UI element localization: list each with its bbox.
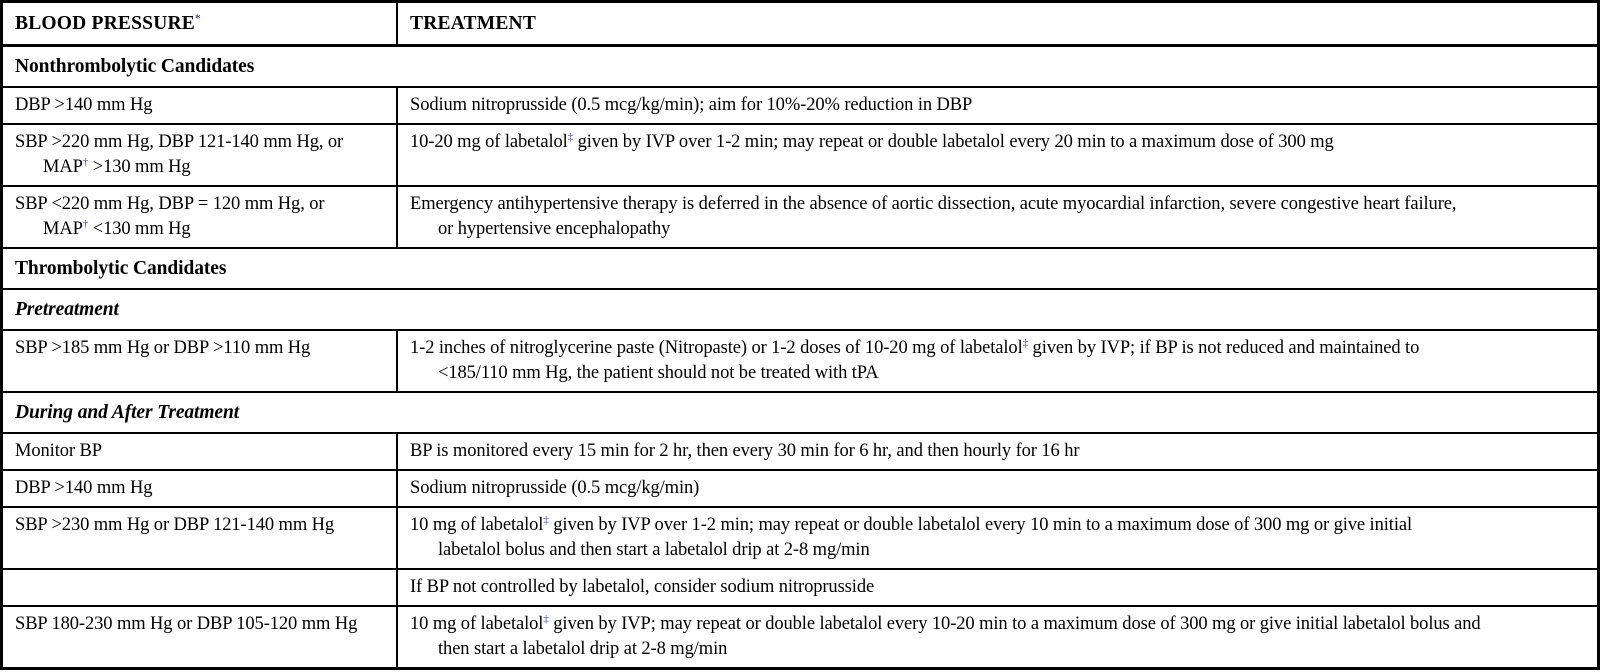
table-row [3, 508, 1597, 570]
treatment-cell [396, 570, 1597, 605]
treatment-cell [396, 434, 1597, 469]
treatment-cell-line: Emergency antihypertensive therapy is deferred in the absence of aortic dissection, acute myocardial infarction, severe congestive heart failure, [410, 194, 1457, 214]
treatment-cell-line: BP is monitored every 15 min for 2 hr, then every 30 min for 6 hr, and then hourly for 16 hr [410, 441, 1080, 461]
bp-cell [3, 187, 396, 247]
treatment-cell [396, 125, 1597, 185]
treatment-cell [396, 607, 1597, 667]
bp-cell-line: MAP† >130 mm Hg [43, 155, 191, 177]
header-row [3, 3, 1597, 47]
bp-cell-line: SBP >185 mm Hg or DBP >110 mm Hg [15, 338, 311, 358]
footnote-mark: ‡ [1022, 336, 1029, 349]
treatment-cell-line: 1-2 inches of nitroglycerine paste (Nitropaste) or 1-2 doses of 10-20 mg of labetalol‡ given by IVP; if BP is not reduced and maintained to [410, 336, 1420, 358]
bp-cell [3, 570, 396, 605]
treatment-cell-line: then start a labetalol drip at 2-8 mg/min [438, 639, 728, 659]
treatment-cell-line: 10-20 mg of labetalol‡ given by IVP over 1-2 min; may repeat or double labetalol every 20 min to a maximum dose of 300 mg [410, 130, 1334, 152]
treatment-cell [396, 331, 1597, 391]
table-row [3, 331, 1597, 393]
section-row [3, 249, 1597, 290]
section-row [3, 290, 1597, 331]
bp-cell [3, 471, 396, 506]
bp-cell [3, 125, 396, 185]
treatment-cell-line: or hypertensive encephalopathy [438, 219, 671, 239]
section-title: Pretreatment [15, 299, 119, 320]
section-row [3, 393, 1597, 434]
bp-cell-line: MAP† <130 mm Hg [43, 217, 191, 239]
bp-cell [3, 508, 396, 568]
treatment-cell [396, 471, 1597, 506]
footnote-mark: † [82, 155, 89, 168]
bp-cell [3, 331, 396, 391]
table-row [3, 434, 1597, 471]
table-row [3, 125, 1597, 187]
table-row [3, 187, 1597, 249]
footnote-mark: ‡ [543, 612, 549, 625]
table-row [3, 570, 1597, 607]
table-row [3, 607, 1597, 667]
bp-cell-line: DBP >140 mm Hg [15, 95, 153, 115]
footnote-mark: † [82, 217, 89, 230]
footnote-mark: ‡ [543, 513, 549, 526]
footnote-mark: * [194, 12, 201, 25]
section-title: During and After Treatment [15, 402, 240, 423]
treatment-cell-line: If BP not controlled by labetalol, consider sodium nitroprusside [410, 577, 875, 597]
treatment-cell-line: 10 mg of labetalol‡ given by IVP; may repeat or double labetalol every 10-20 min to a maximum dose of 300 mg or give initial labetalol bolus and [410, 612, 1481, 634]
treatment-cell [396, 508, 1597, 568]
column-header-blood-pressure: BLOOD PRESSURE* [15, 12, 201, 34]
bp-cell-line: Monitor BP [15, 441, 102, 461]
bp-cell-line: SBP <220 mm Hg, DBP = 120 mm Hg, or [15, 194, 325, 214]
section-title: Thrombolytic Candidates [15, 258, 227, 279]
treatment-cell-line: labetalol bolus and then start a labetalol drip at 2-8 mg/min [438, 540, 870, 560]
table-row [3, 88, 1597, 125]
column-header-treatment: TREATMENT [396, 3, 1597, 44]
section-title: Nonthrombolytic Candidates [15, 56, 255, 77]
treatment-cell-line: 10 mg of labetalol‡ given by IVP over 1-2 min; may repeat or double labetalol every 10 min to a maximum dose of 300 mg or give initial [410, 513, 1413, 535]
bp-cell-line: SBP >230 mm Hg or DBP 121-140 mm Hg [15, 515, 335, 535]
bp-cell [3, 88, 396, 123]
section-row [3, 47, 1597, 88]
treatment-cell-line: <185/110 mm Hg, the patient should not be treated with tPA [438, 363, 879, 383]
bp-cell [3, 434, 396, 469]
bp-cell-line: SBP 180-230 mm Hg or DBP 105-120 mm Hg [15, 614, 358, 634]
treatment-cell-line: Sodium nitroprusside (0.5 mcg/kg/min); aim for 10%-20% reduction in DBP [410, 95, 973, 115]
treatment-cell-line: Sodium nitroprusside (0.5 mcg/kg/min) [410, 478, 700, 498]
table-row [3, 471, 1597, 508]
footnote-mark: ‡ [567, 130, 574, 143]
treatment-cell [396, 88, 1597, 123]
bp-cell-line: DBP >140 mm Hg [15, 478, 153, 498]
treatment-cell [396, 187, 1597, 247]
bp-cell-line: SBP >220 mm Hg, DBP 121-140 mm Hg, or [15, 132, 344, 152]
bp-cell [3, 607, 396, 667]
